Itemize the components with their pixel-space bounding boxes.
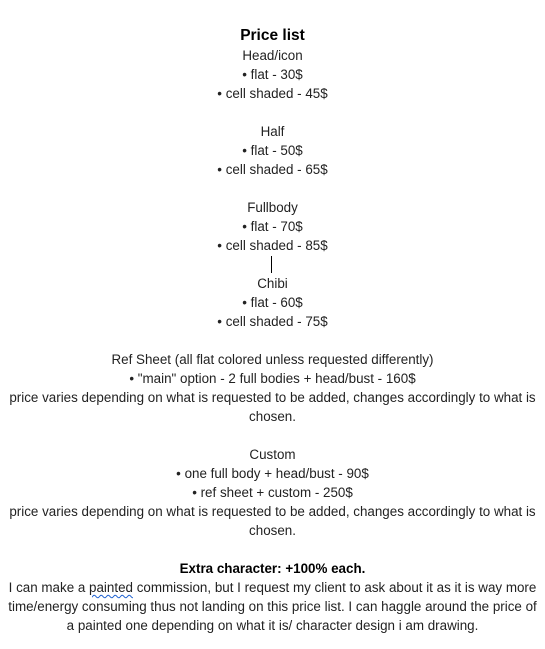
section-custom — [0, 445, 545, 540]
price-note: price varies depending on what is requested to be added, changes accordingly to what is chosen. — [9, 504, 536, 538]
price-item: • flat - 50$ — [242, 143, 303, 158]
note-text: commission, but I request my client to ask about it as it is way more time/energy consuming thus not landing on this price list. I can haggle around the price of a painted one depending on what it is/ character design i am drawing. — [8, 580, 537, 633]
section-fullbody — [0, 198, 545, 255]
price-item: • flat - 60$ — [242, 295, 303, 310]
price-note: price varies depending on what is requested to be added, changes accordingly to what is chosen. — [9, 390, 536, 424]
text-cursor-line[interactable] — [0, 255, 545, 274]
price-item: • flat - 30$ — [242, 67, 303, 82]
painted-commission-note — [6, 578, 539, 635]
section-heading: Head/icon — [242, 48, 303, 63]
price-item: • cell shaded - 45$ — [217, 86, 328, 101]
section-heading: Custom — [249, 447, 296, 462]
section-extra — [0, 559, 545, 635]
section-heading: Half — [260, 124, 285, 139]
section-chibi — [0, 274, 545, 331]
section-head-icon — [0, 46, 545, 103]
text-caret — [271, 256, 272, 273]
section-heading: Fullbody — [247, 200, 298, 215]
price-item: • cell shaded - 75$ — [217, 314, 328, 329]
extra-character-label: Extra character: +100% each. — [179, 561, 366, 576]
price-item: • cell shaded - 65$ — [217, 162, 328, 177]
blank-line — [0, 426, 545, 445]
note-text: I can make a — [8, 580, 90, 595]
blank-line — [0, 103, 545, 122]
spellcheck-word[interactable]: painted — [89, 580, 133, 595]
blank-line — [0, 179, 545, 198]
price-item: • flat - 70$ — [242, 219, 303, 234]
section-heading: Chibi — [257, 276, 288, 291]
page-title: Price list — [240, 27, 305, 44]
price-item: • "main" option - 2 full bodies + head/bust - 160$ — [129, 371, 416, 386]
price-item: • ref sheet + custom - 250$ — [192, 485, 353, 500]
section-half — [0, 122, 545, 179]
price-item: • cell shaded - 85$ — [217, 238, 328, 253]
blank-line — [0, 540, 545, 559]
price-item: • one full body + head/bust - 90$ — [176, 466, 369, 481]
blank-line — [0, 331, 545, 350]
section-ref-sheet — [0, 350, 545, 426]
section-heading: Ref Sheet (all flat colored unless requested differently) — [111, 352, 434, 367]
